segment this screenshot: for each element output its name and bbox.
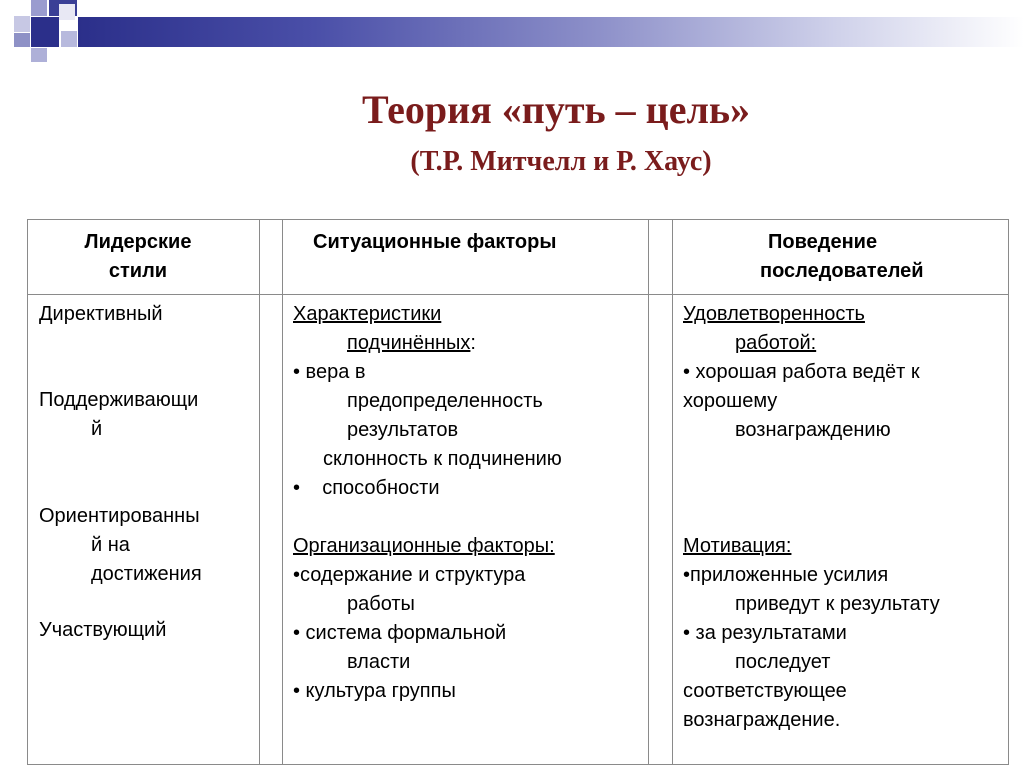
cell-line: й: [91, 418, 103, 440]
column-divider: [259, 220, 260, 764]
organizational-heading: Организационные факторы:: [293, 535, 555, 557]
header-line: Лидерские: [84, 231, 192, 253]
decor-square: [31, 0, 47, 16]
behavior-item: вознаграждение.: [683, 709, 841, 731]
header-line: последователей: [760, 260, 924, 282]
slide-subtitle: (Т.Р. Митчелл и Р. Хаус): [410, 146, 712, 177]
satisfaction-heading-cont: [683, 329, 940, 358]
cell-line: Ориентированны: [39, 505, 200, 527]
factor-item: результатов: [347, 419, 459, 441]
style-achievement: [39, 502, 202, 589]
subordinates-heading-cont: [293, 329, 562, 358]
behavior-item: соответствующее: [683, 680, 847, 702]
header-follower-behavior: [760, 228, 924, 286]
decor-square: [31, 17, 59, 47]
factor-item: • способности: [293, 477, 440, 499]
header-divider: [28, 294, 1008, 295]
satisfaction-heading: Удовлетворенность: [683, 303, 865, 325]
behavior-item: • за результатами: [683, 622, 847, 644]
theory-table: [27, 219, 1009, 765]
behavior-item: хорошему: [683, 390, 778, 412]
decor-square: [59, 4, 75, 20]
cell-line: достижения: [91, 563, 202, 585]
cell-line: Поддерживающи: [39, 389, 199, 411]
decor-square: [14, 16, 30, 32]
decor-square: [14, 33, 30, 47]
slide-title: Теория «путь – цель»: [361, 87, 751, 132]
behavior-item: приведут к результату: [735, 593, 940, 615]
behavior-content: [683, 300, 940, 735]
subordinates-heading: Характеристики: [293, 303, 442, 325]
style-supportive: [39, 386, 198, 444]
spacer: [293, 503, 562, 532]
behavior-item: •приложенные усилия: [683, 564, 889, 586]
cell-line: й на: [91, 534, 130, 556]
spacer: [683, 445, 940, 474]
factor-item: власти: [347, 651, 411, 673]
decor-square: [61, 31, 77, 47]
factor-item: • культура группы: [293, 680, 456, 702]
decor-gradient-bar: [78, 17, 1024, 47]
style-participative: Участвующий: [39, 619, 167, 641]
column-divider: [648, 220, 649, 764]
behavior-item: последует: [735, 651, 831, 673]
decor-square: [31, 48, 47, 62]
cell-text: работой:: [735, 332, 817, 354]
cell-text: :: [470, 332, 476, 354]
factors-content: [293, 300, 562, 706]
factor-item: склонность к подчинению: [323, 448, 562, 470]
factor-item: • система формальной: [293, 622, 507, 644]
behavior-item: • хорошая работа ведёт к: [683, 361, 920, 383]
column-divider: [282, 220, 283, 764]
cell-text: подчинённых: [347, 332, 471, 354]
header-leadership-styles: [58, 228, 218, 286]
factor-item: •содержание и структура: [293, 564, 526, 586]
spacer: [683, 474, 940, 503]
spacer: [683, 503, 940, 532]
style-directive: Директивный: [39, 303, 163, 325]
factor-item: • вера в: [293, 361, 366, 383]
header-line: стили: [108, 260, 168, 282]
header-situational-factors: Ситуационные факторы: [313, 231, 557, 253]
factor-item: работы: [347, 593, 415, 615]
header-line: Поведение: [768, 231, 878, 253]
factor-item: предопределенность: [347, 390, 543, 412]
behavior-item: вознаграждению: [735, 419, 891, 441]
motivation-heading: Мотивация:: [683, 535, 792, 557]
column-divider: [672, 220, 673, 764]
